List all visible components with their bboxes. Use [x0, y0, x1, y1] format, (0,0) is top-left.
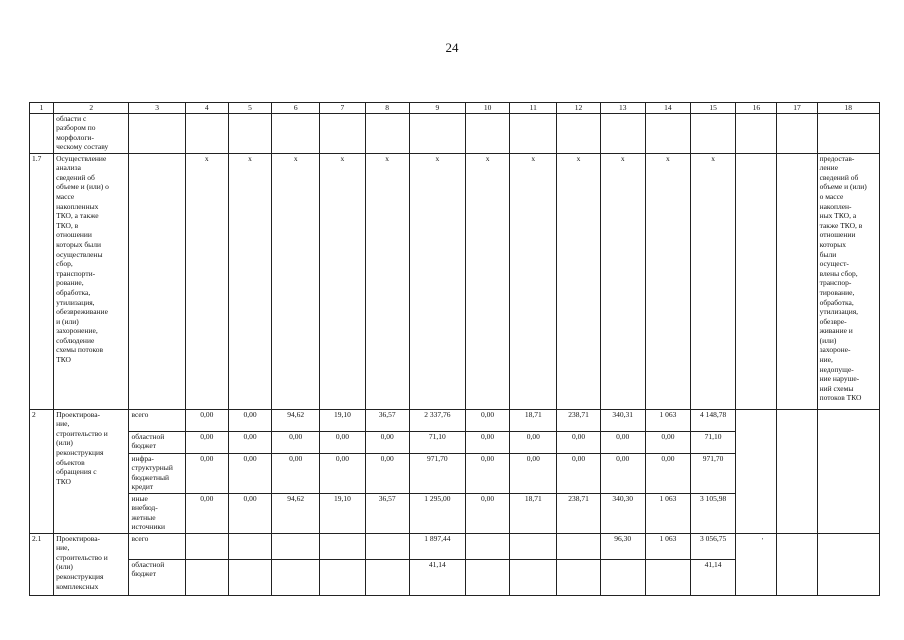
value-cell: 19,10 — [320, 409, 365, 431]
value-cell: 0,00 — [185, 453, 228, 493]
value-cell: 94,62 — [272, 409, 320, 431]
value-cell: 0,00 — [465, 453, 509, 493]
value-cell: 1 897,44 — [409, 533, 465, 559]
header-cell: 4 — [185, 103, 228, 114]
value-cell: 340,31 — [600, 409, 645, 431]
value-cell: 0,00 — [365, 453, 409, 493]
value-cell: 71,10 — [409, 431, 465, 453]
header-cell: 16 — [736, 103, 777, 114]
table-row-1-7 — [30, 153, 880, 409]
value-cell: 238,71 — [557, 409, 600, 431]
row-note: предостав- ление сведений об объеме и (или) о массе накоплен- ных ТКО, а также ТКО, в отношении которых были осущест- влены сбор, транспор- тирование, обработка, утилизация, обезвре- живание и (или) захороне- ние, недопуще- ние наруше- ний схемы потоков ТКО — [817, 153, 879, 409]
value-cell: 0,00 — [465, 431, 509, 453]
value-cell: 0,00 — [600, 453, 645, 493]
x-mark: x — [557, 153, 600, 409]
header-cell: 8 — [365, 103, 409, 114]
cont-text: области с разбором по морфологи- ческому составу — [54, 113, 129, 153]
value-cell: 0,00 — [228, 409, 271, 431]
header-cell: 17 — [777, 103, 817, 114]
row-number: 2.1 — [30, 533, 54, 595]
header-cell: 14 — [645, 103, 690, 114]
header-cell: 11 — [510, 103, 557, 114]
value-cell: 0,00 — [465, 409, 509, 431]
x-mark: x — [409, 153, 465, 409]
header-cell: 5 — [228, 103, 271, 114]
header-cell: 15 — [691, 103, 736, 114]
x-mark: x — [228, 153, 271, 409]
budget-table — [29, 102, 880, 596]
funding-source: всего — [129, 533, 185, 559]
x-mark: x — [185, 153, 228, 409]
value-cell: 0,00 — [645, 431, 690, 453]
value-cell: 41,14 — [691, 559, 736, 595]
value-cell: 2 337,76 — [409, 409, 465, 431]
value-cell: 0,00 — [185, 431, 228, 453]
value-cell: 0,00 — [320, 453, 365, 493]
header-cell: 2 — [54, 103, 129, 114]
x-mark: x — [272, 153, 320, 409]
x-mark: x — [510, 153, 557, 409]
value-cell: 0,00 — [272, 431, 320, 453]
value-cell: 0,00 — [365, 431, 409, 453]
value-cell: 1 063 — [645, 533, 690, 559]
value-cell: 0,00 — [185, 409, 228, 431]
header-cell: 18 — [817, 103, 879, 114]
value-cell: 0,00 — [510, 453, 557, 493]
value-cell: 18,71 — [510, 409, 557, 431]
stray-mark: ' — [762, 537, 764, 545]
value-cell: 971,70 — [691, 453, 736, 493]
funding-source: иные внебюд- жетные источники — [129, 493, 185, 533]
row-name: Проектирова- ние, строительство и (или) реконструкция объектов обращения с ТКО — [54, 409, 129, 533]
x-mark: x — [465, 153, 509, 409]
header-cell: 12 — [557, 103, 600, 114]
value-cell: 0,00 — [320, 431, 365, 453]
value-cell: 3 105,98 — [691, 493, 736, 533]
page-number: 24 — [445, 40, 459, 55]
header-cell: 1 — [30, 103, 54, 114]
funding-source: областной бюджет — [129, 431, 185, 453]
x-mark: x — [691, 153, 736, 409]
value-cell: 94,62 — [272, 493, 320, 533]
value-cell: 340,30 — [600, 493, 645, 533]
row-number: 1.7 — [30, 153, 54, 409]
funding-source: всего — [129, 409, 185, 431]
table-row-2-total — [30, 409, 880, 431]
value-cell: 971,70 — [409, 453, 465, 493]
value-cell: 0,00 — [510, 431, 557, 453]
value-cell: 238,71 — [557, 493, 600, 533]
row-name: Осуществление анализа сведений об объеме и (или) о массе накопленных ТКО, а также ТКО, в отношении которых были осуществлены сбор, транспорти- рование, обработка, утилизация, обезвреживание и (или) захоронение, соблюдение схемы потоков ТКО — [54, 153, 129, 409]
header-cell: 6 — [272, 103, 320, 114]
row-name: Проектирова- ние, строительство и (или) реконструкция комплексных — [54, 533, 129, 595]
table-row-2-1-total — [30, 533, 880, 559]
value-cell: 71,10 — [691, 431, 736, 453]
x-mark: x — [600, 153, 645, 409]
header-cell: 13 — [600, 103, 645, 114]
funding-source: инфра- структурный бюджетный кредит — [129, 453, 185, 493]
value-cell: 36,57 — [365, 493, 409, 533]
value-cell: 96,30 — [600, 533, 645, 559]
x-mark: x — [645, 153, 690, 409]
value-cell: 36,57 — [365, 409, 409, 431]
header-cell: 3 — [129, 103, 185, 114]
value-cell: 0,00 — [600, 431, 645, 453]
header-row — [30, 103, 880, 114]
header-cell: 9 — [409, 103, 465, 114]
value-cell: 19,10 — [320, 493, 365, 533]
value-cell: 0,00 — [557, 453, 600, 493]
value-cell: 0,00 — [228, 431, 271, 453]
row-number: 2 — [30, 409, 54, 533]
header-cell: 7 — [320, 103, 365, 114]
value-cell: 1 063 — [645, 493, 690, 533]
value-cell: 3 056,75 — [691, 533, 736, 559]
value-cell: 0,00 — [272, 453, 320, 493]
x-mark: x — [365, 153, 409, 409]
value-cell: 0,00 — [645, 453, 690, 493]
value-cell: 4 148,78 — [691, 409, 736, 431]
funding-source: областной бюджет — [129, 559, 185, 595]
value-cell: 0,00 — [228, 453, 271, 493]
value-cell: 1 063 — [645, 409, 690, 431]
continuation-row — [30, 113, 880, 153]
value-cell: 0,00 — [465, 493, 509, 533]
value-cell: 0,00 — [228, 493, 271, 533]
value-cell: 41,14 — [409, 559, 465, 595]
value-cell: 0,00 — [185, 493, 228, 533]
x-mark: x — [320, 153, 365, 409]
header-cell: 10 — [465, 103, 509, 114]
value-cell: 0,00 — [557, 431, 600, 453]
value-cell: 1 295,00 — [409, 493, 465, 533]
value-cell: 18,71 — [510, 493, 557, 533]
